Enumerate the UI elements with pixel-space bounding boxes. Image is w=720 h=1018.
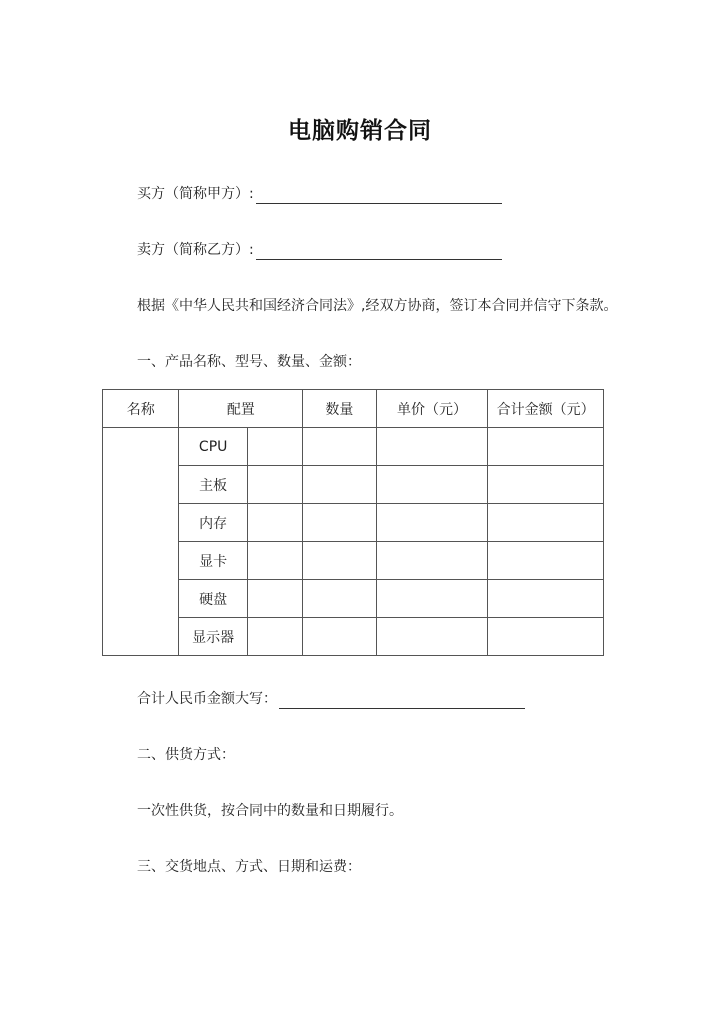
quantity-cell[interactable] — [303, 466, 376, 504]
section2-heading: 二、供货方式： — [137, 747, 235, 763]
intro-paragraph: 根据《中华人民共和国经济合同法》,经双方协商，签订本合同并信守下条款。 — [137, 298, 618, 314]
component-cell: 内存 — [179, 504, 247, 542]
quantity-cell[interactable] — [303, 580, 376, 618]
total-cell[interactable] — [488, 580, 604, 618]
name-cell[interactable] — [103, 428, 179, 656]
total-rmb-label: 合计人民币金额大写： — [137, 691, 277, 707]
component-cell: CPU — [179, 428, 247, 466]
unit-price-cell[interactable] — [376, 542, 488, 580]
unit-price-cell[interactable] — [376, 504, 488, 542]
total-cell[interactable] — [488, 504, 604, 542]
product-table — [102, 389, 604, 656]
seller-line — [137, 240, 502, 260]
section1-heading: 一、产品名称、型号、数量、金额： — [137, 354, 361, 370]
unit-price-cell[interactable] — [376, 618, 488, 656]
spec-cell[interactable] — [247, 466, 302, 504]
section2-text: 一次性供货，按合同中的数量和日期履行。 — [137, 803, 403, 819]
total-rmb-line — [137, 689, 525, 709]
unit-price-cell[interactable] — [376, 428, 488, 466]
quantity-cell[interactable] — [303, 428, 376, 466]
total-cell[interactable] — [488, 542, 604, 580]
section3-heading: 三、交货地点、方式、日期和运费： — [137, 859, 361, 875]
total-cell[interactable] — [488, 618, 604, 656]
header-unit-price: 单价（元） — [376, 390, 488, 428]
total-cell[interactable] — [488, 428, 604, 466]
quantity-cell[interactable] — [303, 542, 376, 580]
document-title: 电脑购销合同 — [288, 118, 432, 144]
header-config: 配置 — [179, 390, 303, 428]
quantity-cell[interactable] — [303, 618, 376, 656]
seller-blank[interactable] — [256, 241, 502, 260]
component-cell: 主板 — [179, 466, 247, 504]
component-cell: 硬盘 — [179, 580, 247, 618]
header-total: 合计金额（元） — [488, 390, 604, 428]
header-name: 名称 — [103, 390, 179, 428]
component-cell: 显示器 — [179, 618, 247, 656]
total-cell[interactable] — [488, 466, 604, 504]
spec-cell[interactable] — [247, 428, 302, 466]
spec-cell[interactable] — [247, 504, 302, 542]
buyer-line — [137, 184, 502, 204]
spec-cell[interactable] — [247, 618, 302, 656]
buyer-label: 买方（简称甲方）: — [137, 186, 254, 202]
buyer-blank[interactable] — [256, 185, 502, 204]
spec-cell[interactable] — [247, 580, 302, 618]
spec-cell[interactable] — [247, 542, 302, 580]
total-rmb-blank[interactable] — [279, 690, 525, 709]
table-header-row — [103, 390, 604, 428]
unit-price-cell[interactable] — [376, 466, 488, 504]
table-row — [103, 428, 604, 466]
header-quantity: 数量 — [303, 390, 376, 428]
component-cell: 显卡 — [179, 542, 247, 580]
unit-price-cell[interactable] — [376, 580, 488, 618]
seller-label: 卖方（简称乙方）: — [137, 242, 254, 258]
quantity-cell[interactable] — [303, 504, 376, 542]
